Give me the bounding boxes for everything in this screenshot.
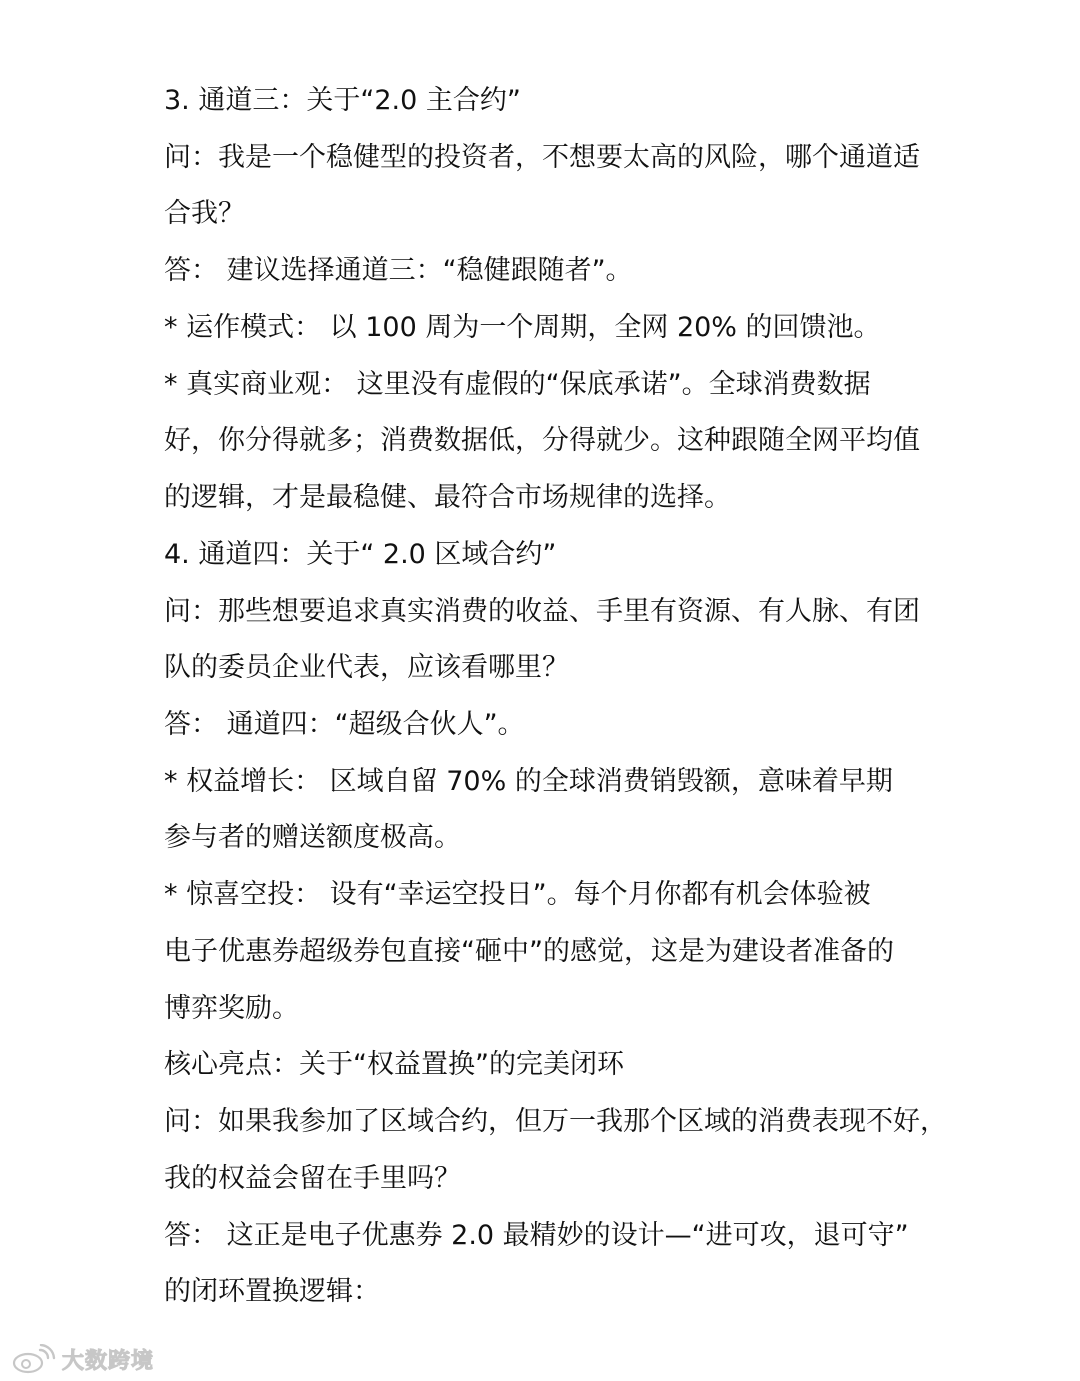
bullet-line: * 惊喜空投： 设有“幸运空投日”。每个月你都有机会体验被 (164, 879, 871, 910)
question-line: 队的委员企业代表，应该看哪里？ (164, 652, 569, 683)
answer-line: 答： 这正是电子优惠券 2.0 最精妙的设计—“进可攻，退可守” (164, 1220, 909, 1251)
answer-line: 答： 建议选择通道三：“稳健跟随者”。 (164, 255, 633, 286)
question-line: 问：如果我参加了区域合约，但万一我那个区域的消费表现不好， (164, 1106, 947, 1137)
section-heading-channel-4: 4. 通道四：关于“ 2.0 区域合约” (164, 539, 557, 570)
question-line: 我的权益会留在手里吗？ (164, 1163, 461, 1194)
paragraph-line: 博弈奖励。 (164, 993, 299, 1024)
section-heading-highlight: 核心亮点：关于“权益置换”的完美闭环 (164, 1049, 624, 1080)
answer-line: 答： 通道四：“超级合伙人”。 (164, 709, 525, 740)
section-heading-channel-3: 3. 通道三：关于“2.0 主合约” (164, 85, 521, 116)
question-line: 问：那些想要追求真实消费的收益、手里有资源、有人脉、有团 (164, 596, 920, 627)
bullet-line: * 权益增长： 区域自留 70% 的全球消费销毁额，意味着早期 (164, 766, 893, 797)
paragraph-line: 的逻辑，才是最稳健、最符合市场规律的选择。 (164, 482, 731, 513)
watermark-text: 大数跨境 (62, 1348, 155, 1374)
bullet-line: * 真实商业观： 这里没有虚假的“保底承诺”。全球消费数据 (164, 369, 871, 400)
weibo-logo-icon (10, 1344, 56, 1374)
paragraph-line: 的闭环置换逻辑： (164, 1276, 380, 1307)
paragraph-line: 参与者的赠送额度极高。 (164, 822, 461, 853)
bullet-line: * 运作模式： 以 100 周为一个周期，全网 20% 的回馈池。 (164, 312, 881, 343)
paragraph-line: 好，你分得就多；消费数据低，分得就少。这种跟随全网平均值 (164, 425, 920, 456)
question-line: 合我？ (164, 198, 245, 229)
watermark (10, 1342, 154, 1376)
question-line: 问：我是一个稳健型的投资者，不想要太高的风险，哪个通道适 (164, 142, 920, 173)
paragraph-line: 电子优惠券超级券包直接“砸中”的感觉，这是为建设者准备的 (164, 936, 894, 967)
